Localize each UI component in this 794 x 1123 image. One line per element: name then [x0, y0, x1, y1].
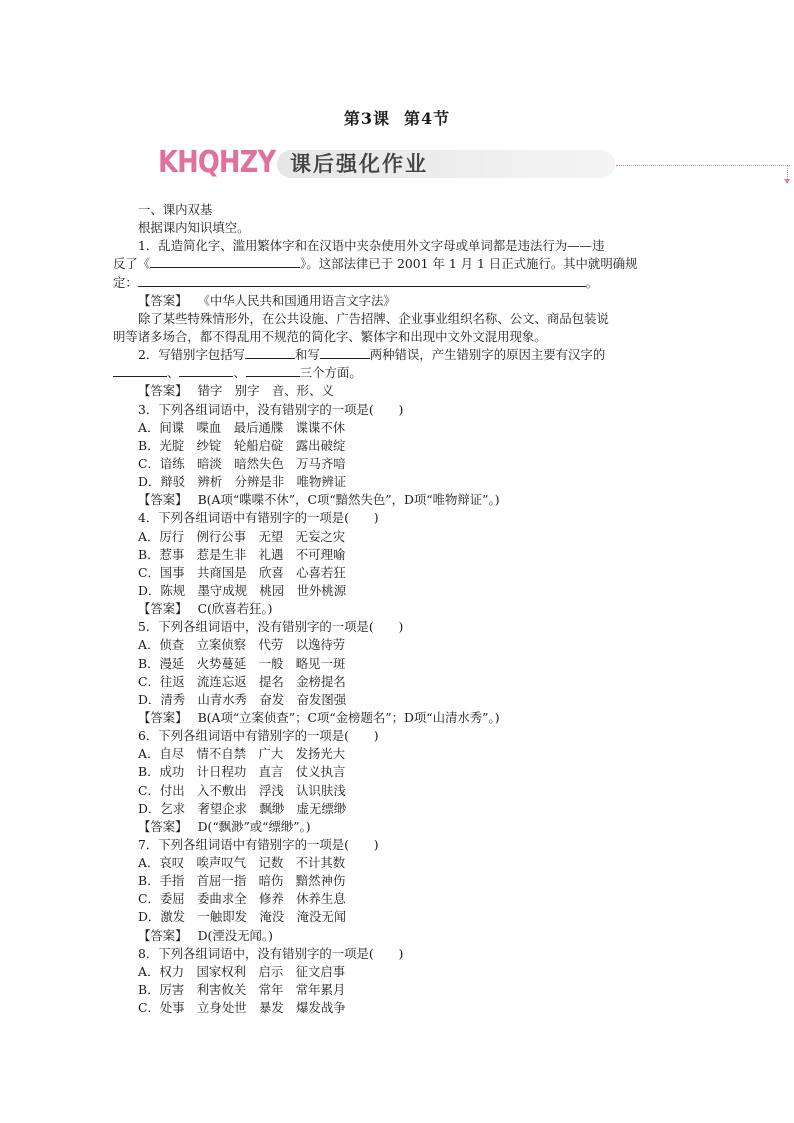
question-stem: 5．下列各组词语中，没有错别字的一项是( )	[138, 619, 404, 635]
answer-text: 错字 别字 音、形、义	[197, 383, 334, 399]
banner-title: 课后强化作业	[290, 152, 428, 176]
q2-text: 两种错误，产生错别字的原因主要有汉字的	[369, 347, 606, 363]
answer-text: D(“飘渺”或“缥缈”。)	[197, 818, 311, 834]
question-2-line-1	[113, 346, 683, 364]
fill-blank[interactable]	[245, 346, 295, 359]
q2-separator: 、	[233, 365, 246, 381]
answer-option[interactable]: A．权力 国家权利 启示 征文启事	[138, 963, 346, 979]
question-1-line-2	[113, 255, 683, 273]
answer-label: 【答案】	[138, 818, 188, 834]
answer-text: 《中华人民共和国通用语言文字法》	[197, 292, 396, 308]
answer-label: 【答案】	[138, 927, 188, 943]
answer-option[interactable]: B．手指 首屈一指 暗伤 黯然神伤	[138, 873, 346, 889]
answer-line	[113, 600, 683, 618]
question-stem: 7．下列各组词语中有错别字的一项是( )	[138, 836, 379, 852]
banner-dotted-line	[616, 165, 790, 166]
answer-option[interactable]: A．厉行 例行公事 无望 无妄之灾	[138, 528, 346, 544]
answer-line	[113, 818, 683, 836]
answer-line	[113, 292, 683, 310]
section-number: 第4节	[404, 109, 451, 128]
q2-separator: 、	[167, 365, 180, 381]
fill-blank[interactable]	[320, 346, 370, 359]
homework-banner	[158, 144, 638, 186]
answer-option[interactable]: A．间谍 喋血 最后通牒 谍谍不休	[138, 419, 346, 435]
q1-text: 反了《	[113, 256, 151, 272]
answer-option[interactable]: A．哀叹 唉声叹气 记数 不计其数	[138, 855, 346, 871]
question-stem: 6．下列各组词语中有错别字的一项是( )	[138, 728, 379, 744]
answer-option[interactable]: C．处事 立身处世 暴发 爆发战争	[138, 1000, 346, 1016]
answer-option[interactable]: B．惹事 惹是生非 礼遇 不可理喻	[138, 546, 346, 562]
answer-option[interactable]: D．辩驳 辨析 分辨是非 唯物辨证	[138, 474, 347, 490]
fill-blank[interactable]	[246, 364, 300, 377]
question-1-line-1: 1．乱造简化字、滥用繁体字和在汉语中夹杂使用外文字母或单词都是违法行为——违	[138, 238, 605, 254]
answer-text: C(欣喜若狂。)	[197, 601, 273, 617]
question-stem: 4．下列各组词语中有错别字的一项是( )	[138, 510, 379, 526]
worksheet-content	[113, 201, 683, 1017]
fill-blank[interactable]	[150, 255, 300, 268]
question-stem: 8．下列各组词语中，没有错别字的一项是( )	[138, 945, 404, 961]
question-1-line-3	[113, 274, 683, 292]
q2-text: 三个方面。	[299, 365, 362, 381]
answer-line	[113, 709, 683, 727]
banner-logo: KHQHZY	[158, 145, 276, 180]
answer-option[interactable]: A．自尽 情不自禁 广大 发扬光大	[138, 746, 346, 762]
answer-line	[113, 382, 683, 400]
answer-line	[113, 927, 683, 945]
multiple-choice-questions	[113, 401, 683, 1018]
answer-option[interactable]: C．谙练 暗淡 暗然失色 万马齐喑	[138, 455, 346, 471]
answer-option[interactable]: C．付出 入不敷出 浮浅 认识肤浅	[138, 782, 346, 798]
answer-label: 【答案】	[138, 601, 188, 617]
answer-option[interactable]: D．乞求 奢望企求 飘缈 虚无缥缈	[138, 800, 347, 816]
q1-text: 》。这部法律已于 2001 年 1 月 1 日正式施行。其中就明确规	[300, 256, 638, 272]
answer-option[interactable]: B．光腚 纱锭 轮船启碇 露出破绽	[138, 437, 346, 453]
answer-label: 【答案】	[138, 383, 188, 399]
answer-option[interactable]: B．成功 计日程功 直言 仗义执言	[138, 764, 346, 780]
answer-option[interactable]: C．委屈 委曲求全 修养 休养生息	[138, 891, 346, 907]
arrow-down-icon	[787, 165, 788, 181]
section-heading: 一、课内双基	[138, 202, 213, 217]
answer-option[interactable]: D．激发 一触即发 淹没 淹没无闻	[138, 909, 347, 925]
question-2-line-2	[113, 364, 683, 382]
answer-option[interactable]: C．国事 共商国是 欣喜 心喜若狂	[138, 564, 346, 580]
q2-text: 2．写错别字包括写	[138, 347, 246, 363]
answer-option[interactable]: A．侦查 立案侦察 代劳 以逸待劳	[138, 637, 346, 653]
answer-option[interactable]: C．往返 流连忘返 提名 金榜提名	[138, 673, 346, 689]
answer-label: 【答案】	[138, 492, 188, 508]
page-title	[0, 106, 794, 129]
answer-option[interactable]: B．厉害 利害攸关 常年 常年累月	[138, 982, 346, 998]
instruction-text: 根据课内知识填空。	[138, 220, 250, 236]
answer-label: 【答案】	[138, 292, 188, 308]
answer-option[interactable]: D．陈规 墨守成规 桃园 世外桃源	[138, 582, 347, 598]
explanation-line-2: 明等诸多场合，都不得乱用不规范的简化字、繁体字和出现中文外文混用现象。	[113, 328, 547, 344]
answer-option[interactable]: D．清秀 山青水秀 奋发 奋发图强	[138, 691, 347, 707]
fill-blank[interactable]	[138, 274, 586, 287]
answer-line	[113, 491, 683, 509]
answer-text: B(A项“喋喋不休”，C项“黯然失色”，D项“唯物辩证”。)	[197, 492, 500, 508]
q2-text: 和写	[295, 347, 320, 363]
answer-text: B(A项“立案侦查”；C项“金榜题名”；D项“山清水秀”。)	[197, 709, 500, 725]
fill-blank[interactable]	[113, 364, 167, 377]
answer-option[interactable]: B．漫延 火势蔓延 一般 略见一斑	[138, 655, 346, 671]
q1-text: 定：	[113, 274, 138, 290]
question-stem: 3．下列各组词语中，没有错别字的一项是( )	[138, 401, 404, 417]
answer-text: D(湮没无闻。)	[197, 927, 273, 943]
fill-blank[interactable]	[179, 364, 233, 377]
answer-label: 【答案】	[138, 709, 188, 725]
q1-text: 。	[585, 274, 599, 290]
lesson-number: 第3课	[343, 109, 390, 128]
explanation-line-1: 除了某些特殊情形外，在公共设施、广告招牌、企业事业组织名称、公文、商品包装说	[138, 310, 609, 326]
